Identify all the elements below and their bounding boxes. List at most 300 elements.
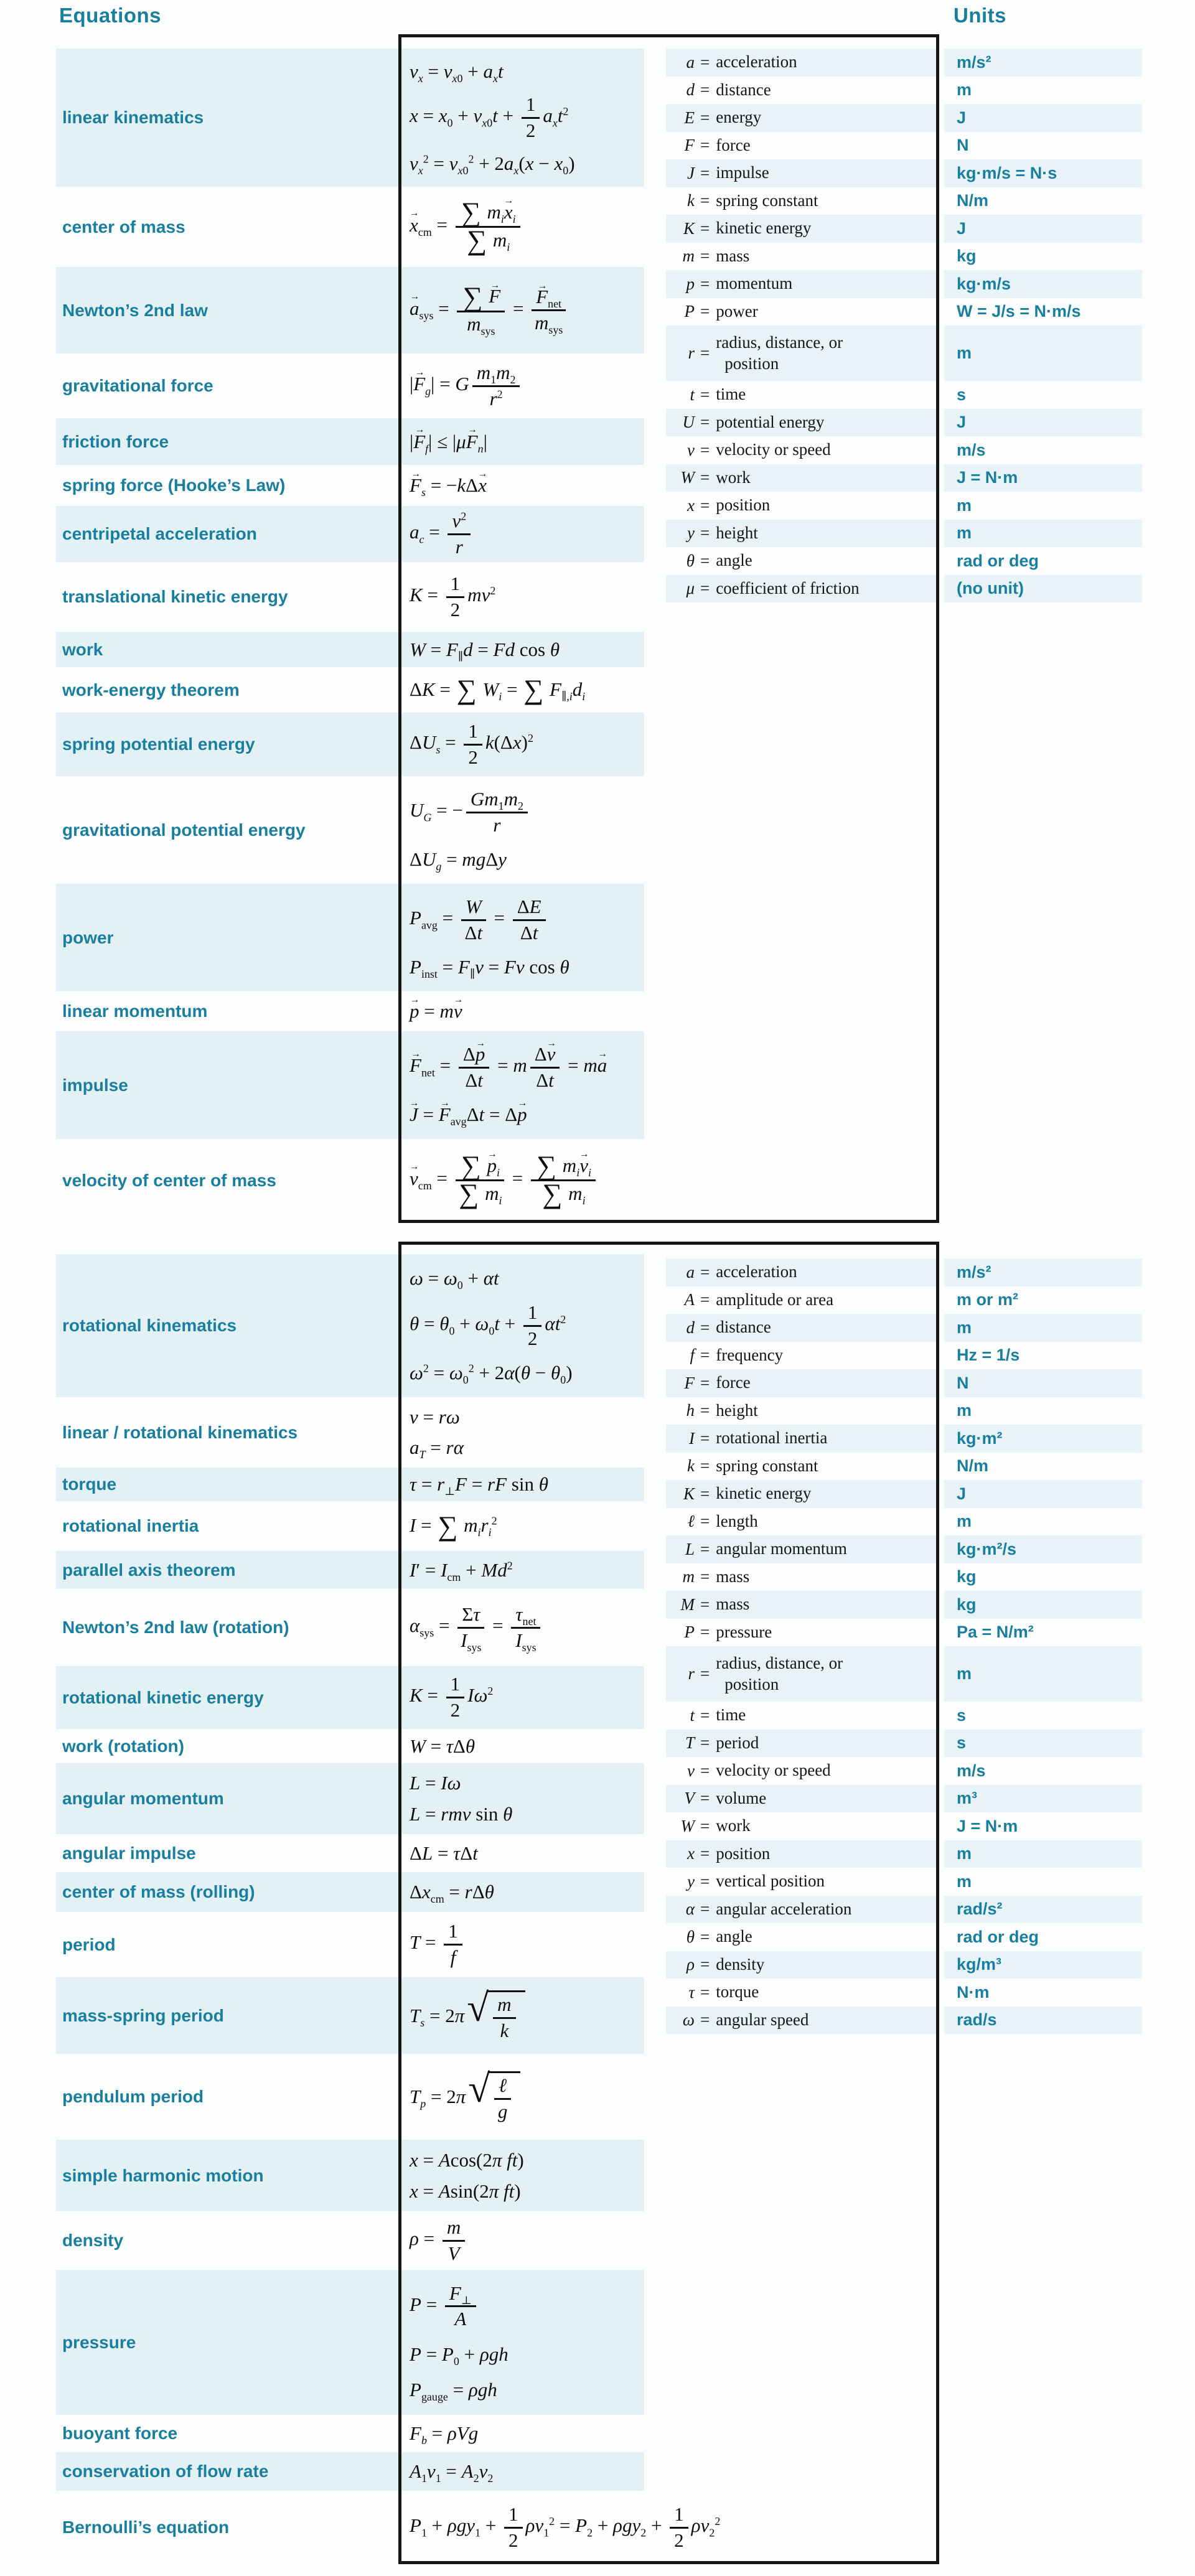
equation-cell — [392, 506, 644, 562]
equation-row — [56, 1589, 644, 1666]
definition-meaning: distance — [716, 1318, 771, 1337]
equation: T = $\frac{1}{f}$ — [410, 1921, 644, 1967]
equals-sign: = — [700, 523, 710, 543]
unit-value: m — [957, 1844, 972, 1863]
equals-sign: = — [700, 1623, 710, 1642]
equation-row — [56, 1912, 644, 1977]
equation-row-label: work-energy theorem — [62, 680, 240, 700]
equals-sign: = — [700, 1705, 710, 1725]
unit-row — [944, 1508, 1142, 1536]
equation-row — [56, 667, 644, 713]
equation-cell — [392, 1977, 644, 2054]
unit-row — [944, 1453, 1142, 1481]
definition-meaning: mass — [716, 1567, 750, 1586]
unit-row — [944, 520, 1142, 548]
equation-row-label: simple harmonic motion — [62, 2165, 264, 2185]
definition-symbol: J — [687, 163, 695, 182]
equals-sign: = — [700, 2010, 710, 2030]
definition-row — [666, 77, 937, 105]
definition-meaning: kinetic energy — [716, 1484, 812, 1503]
unit-value: m — [957, 80, 972, 100]
equation: $P_1 + \rho gy_1$ + $\frac{1}{2}$ $\rho v_1^2 = P_2 + \rho gy_2$ + $\frac{1}{2}$ $\rho v_2^2$ — [410, 2503, 721, 2551]
equation-row-label: velocity of center of mass — [62, 1170, 276, 1190]
equation: $W = F_\parallel d = Fd$ cos θ — [410, 638, 560, 663]
definition-symbol: a — [686, 52, 695, 72]
equals-sign: = — [700, 1595, 710, 1614]
definition-row — [666, 492, 937, 520]
unit-value: kg·m² — [957, 1428, 1003, 1448]
unit-value: s — [957, 1705, 967, 1725]
definition-row — [666, 409, 937, 437]
definition-row — [666, 1508, 937, 1536]
equals-sign: = — [700, 468, 710, 487]
definition-row — [666, 49, 937, 77]
equation-row — [56, 2211, 644, 2270]
equation-row — [56, 187, 644, 267]
definition-meaning: amplitude or area — [716, 1290, 834, 1309]
equation-row-label: translational kinetic energy — [62, 587, 288, 606]
definition-symbol: ℓ — [687, 1512, 695, 1531]
equation-cell — [392, 2452, 644, 2491]
unit-value: m — [957, 1871, 972, 1891]
definition-meaning: spring constant — [716, 1456, 818, 1475]
definition-row — [666, 1258, 937, 1286]
definition-meaning: period — [716, 1733, 759, 1752]
unit-row — [944, 1923, 1142, 1951]
unit-value: rad/s² — [957, 1899, 1003, 1919]
equation-row-label: spring force (Hooke’s Law) — [62, 475, 286, 495]
definition-symbol: F — [684, 136, 695, 155]
definition-symbol: t — [690, 1705, 695, 1725]
equals-sign: = — [700, 218, 710, 238]
unit-row — [944, 1785, 1142, 1813]
definition-row — [666, 1369, 937, 1397]
equation-cell — [392, 1912, 644, 1977]
equation: ΔL = τΔt — [410, 1842, 478, 1864]
equation-row-label: pendulum period — [62, 2087, 204, 2106]
equation-row-label: parallel axis theorem — [62, 1560, 236, 1580]
definition-symbol: k — [687, 1456, 695, 1476]
equation-cell — [392, 2054, 644, 2140]
definition-symbol: h — [686, 1401, 695, 1420]
equation-cell — [392, 776, 644, 884]
unit-value: kg — [957, 1567, 977, 1586]
unit-value: m — [957, 1512, 972, 1531]
equation-row — [56, 1397, 644, 1468]
units-column-header: Units — [954, 4, 1006, 27]
definition-meaning: rotational inertia — [716, 1428, 828, 1448]
definition-row — [666, 1868, 937, 1896]
equation-row — [56, 884, 644, 991]
equation: $\tau = r_\perp F$ = rF sin θ — [410, 1473, 548, 1498]
equation-row-label: spring potential energy — [62, 734, 255, 754]
definition-symbol: θ — [686, 1927, 695, 1946]
unit-row — [944, 49, 1142, 77]
definition-row — [666, 132, 937, 160]
definition-meaning: volume — [716, 1788, 767, 1807]
definition-meaning: potential energy — [716, 412, 825, 431]
unit-row — [944, 243, 1142, 271]
equals-sign: = — [700, 385, 710, 404]
definition-symbol: m — [682, 1567, 695, 1586]
unit-value: m — [957, 523, 972, 543]
equation: $a \to_{sys}$ = $\frac{\sum F \to}{m_{sys}}$ = $\frac{F \to_{net}}{m_{sys}}$ — [410, 286, 644, 335]
unit-value: J — [957, 1484, 967, 1503]
definition-meaning: position — [716, 495, 771, 515]
equals-sign: = — [700, 1567, 710, 1586]
equals-sign: = — [700, 1844, 710, 1863]
equals-sign: = — [700, 440, 710, 459]
definition-row — [666, 326, 937, 381]
unit-row — [944, 1646, 1142, 1702]
definition-meaning: position — [716, 1843, 771, 1863]
definition-symbol: τ — [688, 1982, 695, 2002]
definition-symbol: P — [684, 1623, 695, 1642]
equals-sign: = — [700, 1539, 710, 1558]
unit-row — [944, 132, 1142, 160]
definition-row — [666, 1563, 937, 1591]
definition-meaning: frequency — [716, 1345, 784, 1364]
equals-sign: = — [700, 1955, 710, 1974]
equals-sign: = — [700, 80, 710, 100]
unit-row — [944, 1258, 1142, 1286]
unit-row — [944, 1951, 1142, 1979]
definition-meaning: density — [716, 1954, 765, 1974]
definition-row — [666, 1342, 937, 1370]
definition-meaning: time — [716, 385, 746, 404]
definition-meaning: vertical position — [716, 1871, 825, 1891]
definition-row — [666, 575, 937, 603]
equation-cell — [392, 667, 644, 713]
definition-meaning: force — [716, 1373, 751, 1392]
unit-value: N — [957, 136, 969, 155]
equation-cell — [392, 354, 644, 418]
unit-row — [944, 1868, 1142, 1896]
unit-row — [944, 77, 1142, 105]
equation-cell — [392, 1666, 644, 1729]
equation-cell — [392, 2211, 644, 2270]
equation-row-label: centripetal acceleration — [62, 524, 257, 543]
equation-row-label: mass-spring period — [62, 2005, 224, 2025]
equation-cell — [392, 1501, 644, 1551]
equation: ρ = $\frac{m}{V}$ — [410, 2218, 644, 2264]
definition-symbol: V — [684, 1789, 695, 1808]
unit-row — [944, 1896, 1142, 1924]
unit-row — [944, 464, 1142, 492]
unit-row — [944, 1619, 1142, 1647]
equation-rows-rotational-mechanics — [56, 1254, 721, 2564]
equation-row-label: Newton’s 2nd law (rotation) — [62, 1618, 289, 1637]
unit-row — [944, 1757, 1142, 1785]
unit-value: m/s — [957, 440, 986, 459]
equals-sign: = — [700, 302, 710, 321]
equation-cell — [392, 1763, 644, 1834]
equation-cell — [392, 1729, 644, 1763]
unit-row — [944, 1480, 1142, 1508]
definition-symbol: v — [687, 1761, 695, 1780]
equation: x = Acos(2π ft) — [410, 2148, 524, 2171]
definition-symbol: F — [684, 1373, 695, 1392]
definition-meaning: angle — [716, 1927, 752, 1946]
unit-value: m or m² — [957, 1290, 1019, 1309]
equation-row — [56, 632, 644, 667]
equation: ΔK = ∑ $W_i$ = ∑ $F_{\parallel,i}d_i$ — [410, 674, 586, 706]
equation-row — [56, 2270, 644, 2415]
equals-sign: = — [700, 579, 710, 598]
unit-row — [944, 409, 1142, 437]
unit-value: m/s² — [957, 52, 991, 72]
definition-symbol: f — [690, 1346, 695, 1365]
equation-cell — [392, 1468, 644, 1501]
unit-value: m — [957, 1401, 972, 1420]
equals-sign: = — [700, 1262, 710, 1281]
equals-sign: = — [700, 495, 710, 515]
unit-value: J — [957, 413, 967, 432]
unit-row — [944, 1563, 1142, 1591]
definition-symbol: W — [680, 468, 695, 487]
equation: $F \to_{net}$ = $\frac{\Delta p \to}{\Delta t}$ = m $\frac{\Delta v \to}{\Delta t}$ = ma → — [410, 1044, 644, 1090]
equation-row-label: Bernoulli’s equation — [62, 2517, 230, 2537]
definition-meaning: radius, distance, or position — [716, 1653, 843, 1693]
definition-row — [666, 1453, 937, 1481]
equation: $|F \to_f| \le |\mu F \to_n|$ — [410, 431, 644, 453]
equation: J → = $F \to_{avg}\Delta t = \Delta p$ → — [410, 1103, 644, 1126]
definition-row — [666, 1812, 937, 1840]
definition-row — [666, 547, 937, 575]
definition-symbol: A — [684, 1290, 695, 1309]
equation-row — [56, 2140, 644, 2211]
unit-row — [944, 1591, 1142, 1619]
definition-symbol: M — [680, 1595, 695, 1614]
unit-value: W = J/s = N·m/s — [957, 302, 1081, 321]
definition-symbol: θ — [686, 551, 695, 570]
definition-meaning: mass — [716, 1595, 750, 1614]
definition-row — [666, 2007, 937, 2035]
definition-meaning: kinetic energy — [716, 218, 812, 238]
definition-meaning: angular momentum — [716, 1539, 847, 1558]
equation-row — [56, 1254, 644, 1397]
equation-row — [56, 1763, 644, 1834]
units-column-linear-mechanics — [944, 49, 1142, 602]
equation: W = τΔθ — [410, 1735, 476, 1757]
definition-meaning: momentum — [716, 274, 793, 293]
units-column-rotational-mechanics — [944, 1258, 1142, 2034]
equation-cell — [392, 1551, 644, 1589]
equation-row — [56, 2491, 721, 2564]
equation-row-label: angular momentum — [62, 1789, 224, 1808]
definition-symbol: x — [687, 1844, 695, 1863]
unit-value: J — [957, 218, 967, 238]
equation: $v_x = v_{x0} + a_xt$ — [410, 60, 504, 85]
definition-symbol: ρ — [687, 1955, 695, 1974]
equation: $P_{inst} = F_\parallel v = Fv$ cos θ — [410, 956, 569, 981]
equals-sign: = — [700, 274, 710, 293]
equation-cell — [392, 187, 644, 267]
equation-row-label: density — [62, 2231, 124, 2250]
unit-value: m — [957, 495, 972, 515]
equation-row-label: power — [62, 927, 114, 947]
equation: I = ∑ $m_ir_i^2$ — [410, 1510, 497, 1542]
unit-value: s — [957, 1733, 967, 1753]
equation: $\Delta x_{cm} = r\Delta\theta$ — [410, 1881, 494, 1906]
equation-row — [56, 1551, 644, 1589]
unit-row — [944, 326, 1142, 381]
definition-row — [666, 1951, 937, 1979]
equation-row — [56, 354, 644, 418]
unit-row — [944, 1314, 1142, 1342]
equation-row-label: pressure — [62, 2332, 136, 2352]
definition-symbol: x — [687, 495, 695, 515]
unit-row — [944, 575, 1142, 603]
equation: v = rω — [410, 1405, 460, 1428]
definition-row — [666, 1702, 937, 1730]
definition-meaning: spring constant — [716, 190, 818, 210]
unit-row — [944, 1702, 1142, 1730]
definition-symbol: p — [686, 274, 695, 293]
equation-row-label: buoyant force — [62, 2424, 178, 2443]
unit-value: rad or deg — [957, 1927, 1039, 1946]
equation-row — [56, 562, 644, 632]
unit-value: J = N·m — [957, 468, 1018, 487]
definition-symbol: y — [687, 523, 695, 543]
definition-row — [666, 1535, 937, 1563]
equals-sign: = — [700, 1484, 710, 1503]
unit-value: m — [957, 1664, 972, 1683]
definition-meaning: velocity or speed — [716, 1761, 831, 1780]
definition-row — [666, 1619, 937, 1647]
equation: $|F \to_g| = G$ $\frac{m_1m_2}{r^2}$ — [410, 363, 644, 409]
definition-symbol: d — [686, 80, 695, 100]
equation-row-label: linear kinematics — [62, 108, 204, 127]
equation-cell — [392, 465, 644, 506]
equation: x = Asin(2π ft) — [410, 2180, 521, 2202]
equation: K = $\frac{1}{2}$ $I\omega^2$ — [410, 1673, 494, 1721]
equation-cell — [392, 1872, 644, 1912]
definition-row — [666, 104, 937, 132]
unit-value: m/s² — [957, 1262, 991, 1281]
equation-cell — [392, 632, 644, 667]
unit-row — [944, 1535, 1142, 1563]
equals-sign: = — [700, 344, 710, 362]
equation: $v \to_{cm}$ = $\frac{\sum p \to_i}{\sum m_i}$ = $\frac{\sum m_iv \to_i}{\sum m_i}$ — [410, 1155, 644, 1206]
definition-symbol: v — [687, 440, 695, 459]
definitions-column-rotational-mechanics — [666, 1258, 937, 2034]
equation: $U_G$ = − $\frac{Gm_1m_2}{r}$ — [410, 789, 644, 835]
equation-rows-linear-mechanics — [56, 49, 644, 1222]
equation: L = rmv sin θ — [410, 1803, 513, 1825]
equation-cell — [392, 418, 644, 465]
unit-value: (no unit) — [957, 579, 1024, 598]
definition-symbol: a — [686, 1262, 695, 1281]
definition-symbol: T — [685, 1733, 695, 1753]
equals-sign: = — [700, 163, 710, 182]
equation: $P = P_0 + \rho gh$ — [410, 2343, 508, 2368]
equation: $v_x^2 = v_{x0}^2 + 2a_x(x - x_0)$ — [410, 152, 575, 177]
equation-row — [56, 49, 644, 187]
unit-value: N·m — [957, 1982, 990, 2002]
equation-row — [56, 1977, 644, 2054]
definition-row — [666, 1314, 937, 1342]
definition-symbol: W — [680, 1816, 695, 1835]
definition-row — [666, 381, 937, 409]
unit-row — [944, 104, 1142, 132]
definition-symbol: k — [687, 191, 695, 210]
unit-value: kg — [957, 1595, 977, 1614]
equation: L = Iω — [410, 1772, 461, 1794]
equation-row-label: Newton’s 2nd law — [62, 300, 208, 320]
definition-symbol: U — [682, 413, 695, 432]
definition-symbol: E — [684, 108, 695, 127]
definition-meaning: coefficient of friction — [716, 578, 860, 597]
unit-value: kg·m/s = N·s — [957, 163, 1057, 182]
equation-row — [56, 1468, 644, 1501]
definition-symbol: d — [686, 1318, 695, 1337]
definition-row — [666, 1730, 937, 1758]
equation: $P_{gauge} = \rho gh$ — [410, 2379, 497, 2404]
equation-row-label: linear / rotational kinematics — [62, 1422, 298, 1442]
equation-cell — [392, 1254, 644, 1397]
equals-sign: = — [700, 191, 710, 210]
unit-value: rad or deg — [957, 551, 1039, 570]
equation: $P_{avg}$ = $\frac{W}{\Delta t}$ = $\frac{\Delta E}{\Delta t}$ — [410, 897, 644, 943]
equals-sign: = — [700, 1428, 710, 1448]
definition-symbol: r — [688, 344, 695, 362]
equation-row-label: linear momentum — [62, 1001, 208, 1021]
definition-row — [666, 159, 937, 187]
equation-cell — [392, 713, 644, 776]
definition-row — [666, 1591, 937, 1619]
equals-sign: = — [700, 1871, 710, 1891]
equation: $F_b = \rho Vg$ — [410, 2422, 479, 2447]
equation: $F \to_s = -k\Delta x$ → — [410, 474, 644, 497]
unit-value: J = N·m — [957, 1816, 1018, 1835]
unit-row — [944, 1425, 1142, 1453]
unit-value: N/m — [957, 1456, 989, 1476]
unit-row — [944, 270, 1142, 298]
equation-cell — [392, 991, 644, 1031]
equation-cell — [392, 1031, 644, 1139]
unit-row — [944, 1369, 1142, 1397]
unit-row — [944, 1342, 1142, 1370]
equation: $\Delta U_g = mg\Delta y$ — [410, 848, 507, 873]
equation-cell — [392, 1834, 644, 1872]
unit-value: rad/s — [957, 2010, 997, 2030]
definition-row — [666, 1286, 937, 1314]
equation-row-label: torque — [62, 1474, 117, 1494]
unit-value: s — [957, 385, 967, 404]
unit-value: N — [957, 1373, 969, 1392]
equation-cell — [392, 1139, 644, 1222]
definition-meaning: power — [716, 301, 758, 321]
unit-row — [944, 381, 1142, 409]
definition-meaning: angular acceleration — [716, 1899, 852, 1918]
equation-row — [56, 1834, 644, 1872]
definition-symbol: ω — [682, 2010, 695, 2030]
definition-symbol: I — [689, 1428, 695, 1448]
definition-row — [666, 1757, 937, 1785]
definition-meaning: angular speed — [716, 2010, 809, 2029]
equation-row-label: impulse — [62, 1075, 128, 1095]
equation-row-label: angular impulse — [62, 1843, 196, 1863]
equation-row — [56, 1729, 644, 1763]
definition-row — [666, 464, 937, 492]
unit-value: N/m — [957, 191, 989, 210]
equation: $\alpha_{sys}$ = $\frac{\Sigma\tau}{I_{sys}}$ = $\frac{\tau_{net}}{I_{sys}}$ — [410, 1604, 644, 1651]
equals-sign: = — [700, 1318, 710, 1337]
unit-value: kg — [957, 246, 977, 266]
unit-row — [944, 187, 1142, 215]
equation: $\Delta U_s$ = $\frac{1}{2}$ $k(\Delta x)^2$ — [410, 719, 533, 768]
